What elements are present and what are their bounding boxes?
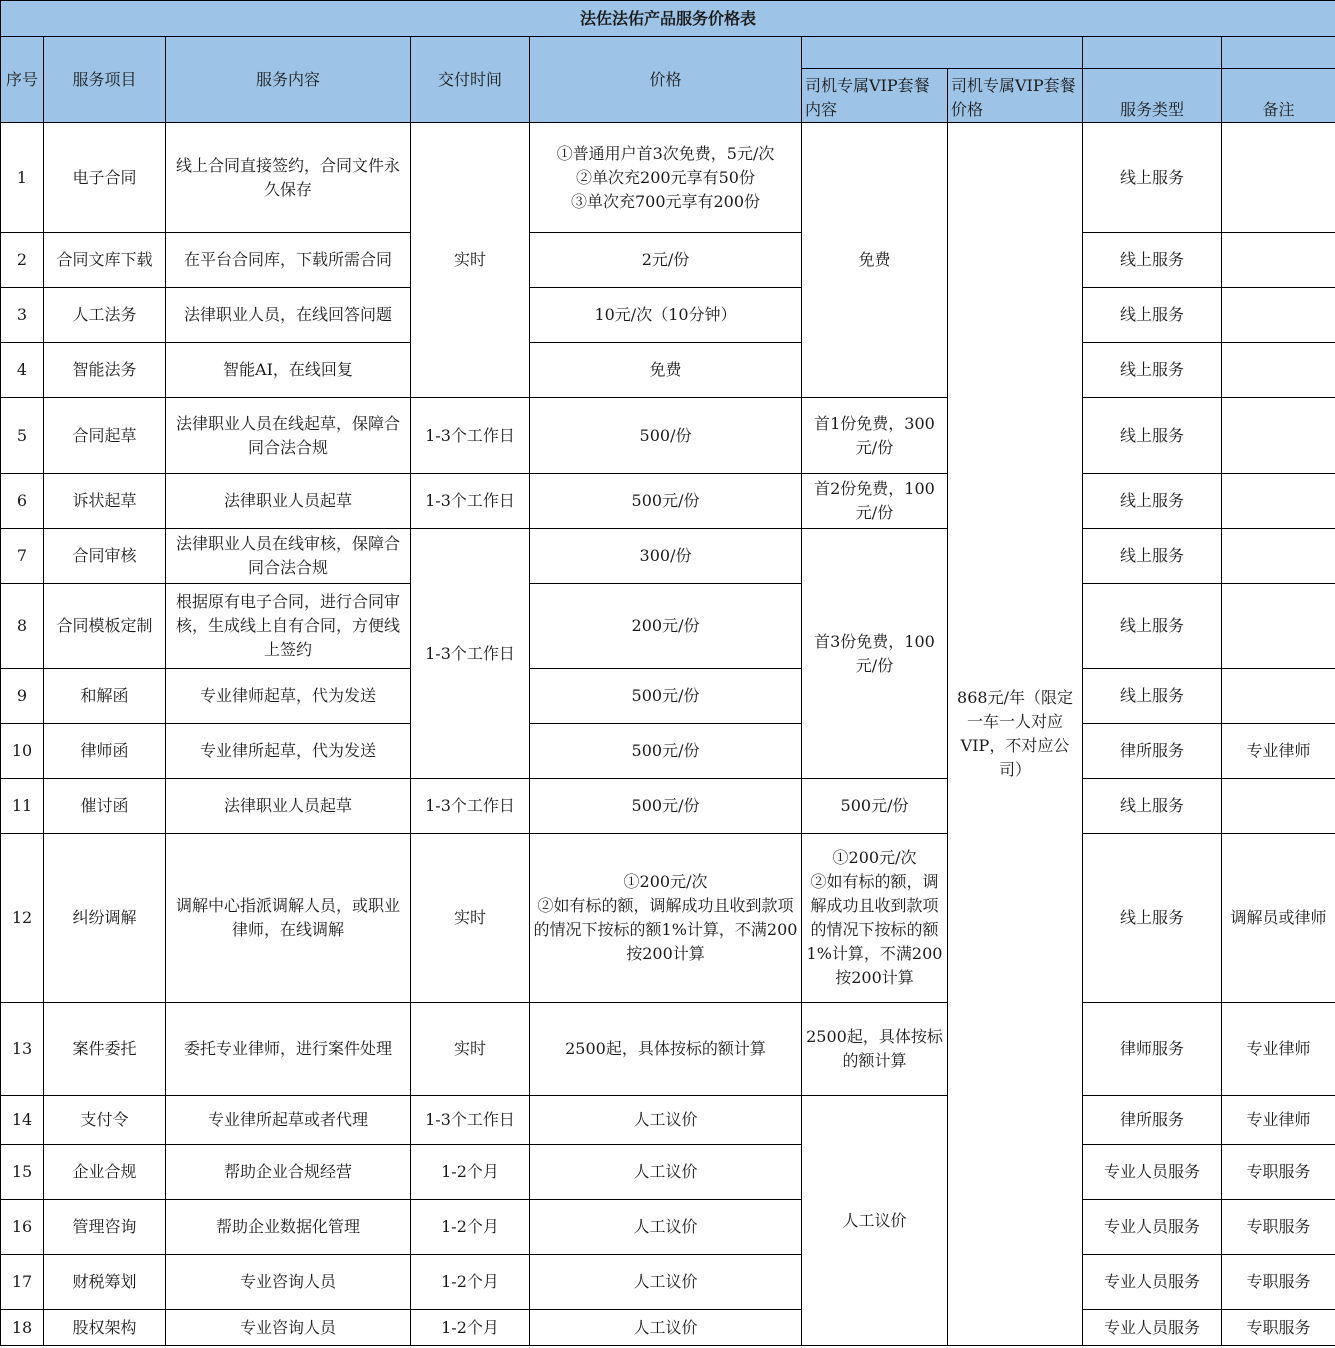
row-note — [1222, 288, 1335, 343]
row-item: 和解函 — [44, 669, 166, 724]
row-type: 线上服务 — [1083, 123, 1222, 233]
table-row — [1, 584, 1335, 669]
row-price: 300/份 — [530, 529, 802, 584]
table-row — [1, 288, 1335, 343]
row-price: 500/份 — [530, 398, 802, 474]
header-content: 服务内容 — [166, 37, 411, 123]
row-price: 2元/份 — [530, 233, 802, 288]
row-note: 调解员或律师 — [1222, 834, 1335, 1003]
row-type: 线上服务 — [1083, 779, 1222, 834]
row-note: 专业律师 — [1222, 1003, 1335, 1096]
row-price: 200元/份 — [530, 584, 802, 669]
row-note — [1222, 529, 1335, 584]
row-item: 合同起草 — [44, 398, 166, 474]
row-price: ①普通用户首3次免费，5元/次 ②单次充200元享有50份 ③单次充700元享有200份 — [530, 123, 802, 233]
row-no: 9 — [1, 669, 44, 724]
row-item: 合同模板定制 — [44, 584, 166, 669]
row-no: 16 — [1, 1200, 44, 1255]
table-row — [1, 474, 1335, 529]
row-type: 线上服务 — [1083, 584, 1222, 669]
row-vip: 人工议价 — [802, 1096, 948, 1346]
table-row — [1, 669, 1335, 724]
row-note — [1222, 584, 1335, 669]
row-delivery: 实时 — [411, 123, 530, 398]
row-no: 8 — [1, 584, 44, 669]
header-vip-group — [802, 37, 1083, 69]
row-delivery: 1-3个工作日 — [411, 398, 530, 474]
header-row — [1, 37, 1335, 69]
row-content: 法律职业人员在线起草，保障合同合法合规 — [166, 398, 411, 474]
row-content: 法律职业人员起草 — [166, 474, 411, 529]
row-note: 专职服务 — [1222, 1145, 1335, 1200]
row-delivery: 1-3个工作日 — [411, 1096, 530, 1145]
header-item: 服务项目 — [44, 37, 166, 123]
title-row — [1, 1, 1335, 37]
row-vip: 免费 — [802, 123, 948, 398]
row-note — [1222, 233, 1335, 288]
row-note: 专职服务 — [1222, 1200, 1335, 1255]
table-row — [1, 1200, 1335, 1255]
row-no: 2 — [1, 233, 44, 288]
row-item: 财税筹划 — [44, 1255, 166, 1310]
row-no: 11 — [1, 779, 44, 834]
row-type: 线上服务 — [1083, 398, 1222, 474]
row-price: 免费 — [530, 343, 802, 398]
row-content: 专业咨询人员 — [166, 1310, 411, 1346]
table-row — [1, 529, 1335, 584]
row-no: 13 — [1, 1003, 44, 1096]
row-item: 诉状起草 — [44, 474, 166, 529]
header-type-top — [1083, 37, 1222, 69]
row-content: 线上合同直接签约，合同文件永久保存 — [166, 123, 411, 233]
row-no: 1 — [1, 123, 44, 233]
row-delivery: 实时 — [411, 834, 530, 1003]
row-vip: 首1份免费，300元/份 — [802, 398, 948, 474]
row-item: 案件委托 — [44, 1003, 166, 1096]
row-content: 专业律所起草或者代理 — [166, 1096, 411, 1145]
table-title: 法佐法佑产品服务价格表 — [1, 1, 1335, 37]
row-content: 根据原有电子合同，进行合同审核，生成线上自有合同，方便线上签约 — [166, 584, 411, 669]
row-item: 合同审核 — [44, 529, 166, 584]
table-row — [1, 779, 1335, 834]
row-content: 专业律师起草，代为发送 — [166, 669, 411, 724]
row-price: 2500起，具体按标的额计算 — [530, 1003, 802, 1096]
row-type: 线上服务 — [1083, 834, 1222, 1003]
row-price: 500元/份 — [530, 724, 802, 779]
row-type: 律所服务 — [1083, 1096, 1222, 1145]
row-content: 智能AI，在线回复 — [166, 343, 411, 398]
row-type: 线上服务 — [1083, 474, 1222, 529]
header-note: 备注 — [1222, 69, 1335, 123]
table-row — [1, 1096, 1335, 1145]
row-type: 线上服务 — [1083, 233, 1222, 288]
row-item: 人工法务 — [44, 288, 166, 343]
row-type: 专业人员服务 — [1083, 1310, 1222, 1346]
row-note — [1222, 343, 1335, 398]
row-price: ①200元/次 ②如有标的额，调解成功且收到款项的情况下按标的额1%计算，不满200按200计算 — [530, 834, 802, 1003]
row-delivery: 1-2个月 — [411, 1200, 530, 1255]
table-row — [1, 343, 1335, 398]
row-no: 12 — [1, 834, 44, 1003]
row-delivery: 1-2个月 — [411, 1310, 530, 1346]
row-type: 线上服务 — [1083, 288, 1222, 343]
row-item: 催讨函 — [44, 779, 166, 834]
header-vip-price: 司机专属VIP套餐价格 — [948, 69, 1083, 123]
row-item: 企业合规 — [44, 1145, 166, 1200]
row-type: 专业人员服务 — [1083, 1200, 1222, 1255]
row-type: 线上服务 — [1083, 669, 1222, 724]
row-price: 10元/次（10分钟） — [530, 288, 802, 343]
table-row — [1, 123, 1335, 233]
table-row — [1, 1145, 1335, 1200]
row-item: 纠纷调解 — [44, 834, 166, 1003]
header-type: 服务类型 — [1083, 69, 1222, 123]
row-no: 17 — [1, 1255, 44, 1310]
row-note — [1222, 669, 1335, 724]
row-item: 管理咨询 — [44, 1200, 166, 1255]
row-content: 法律职业人员起草 — [166, 779, 411, 834]
vip-price-all: 868元/年（限定一车一人对应VIP，不对应公司） — [948, 123, 1083, 1346]
row-content: 专业律所起草，代为发送 — [166, 724, 411, 779]
row-content: 在平台合同库，下载所需合同 — [166, 233, 411, 288]
table-row — [1, 233, 1335, 288]
row-note — [1222, 123, 1335, 233]
table-row — [1, 724, 1335, 779]
row-type: 专业人员服务 — [1083, 1145, 1222, 1200]
row-price: 500元/份 — [530, 779, 802, 834]
row-vip: 500元/份 — [802, 779, 948, 834]
row-content: 调解中心指派调解人员，或职业律师，在线调解 — [166, 834, 411, 1003]
row-type: 律所服务 — [1083, 724, 1222, 779]
row-delivery: 1-2个月 — [411, 1145, 530, 1200]
row-note: 专业律师 — [1222, 724, 1335, 779]
row-type: 线上服务 — [1083, 529, 1222, 584]
table-row — [1, 1255, 1335, 1310]
row-no: 6 — [1, 474, 44, 529]
row-no: 15 — [1, 1145, 44, 1200]
row-vip: 首3份免费，100元/份 — [802, 529, 948, 779]
table-row — [1, 398, 1335, 474]
row-item: 股权架构 — [44, 1310, 166, 1346]
row-vip: ①200元/次 ②如有标的额，调解成功且收到款项的情况下按标的额1%计算，不满200按200计算 — [802, 834, 948, 1003]
header-delivery: 交付时间 — [411, 37, 530, 123]
row-item: 智能法务 — [44, 343, 166, 398]
row-note: 专业律师 — [1222, 1096, 1335, 1145]
row-content: 专业咨询人员 — [166, 1255, 411, 1310]
row-no: 4 — [1, 343, 44, 398]
header-note-top — [1222, 37, 1335, 69]
row-note — [1222, 398, 1335, 474]
row-vip: 2500起，具体按标的额计算 — [802, 1003, 948, 1096]
row-no: 14 — [1, 1096, 44, 1145]
row-no: 7 — [1, 529, 44, 584]
row-delivery: 1-2个月 — [411, 1255, 530, 1310]
row-content: 帮助企业合规经营 — [166, 1145, 411, 1200]
row-content: 委托专业律师，进行案件处理 — [166, 1003, 411, 1096]
row-note — [1222, 474, 1335, 529]
row-no: 18 — [1, 1310, 44, 1346]
header-price: 价格 — [530, 37, 802, 123]
row-delivery: 1-3个工作日 — [411, 529, 530, 779]
row-item: 电子合同 — [44, 123, 166, 233]
table-row — [1, 1310, 1335, 1346]
row-note — [1222, 779, 1335, 834]
row-price: 人工议价 — [530, 1255, 802, 1310]
table-row — [1, 834, 1335, 1003]
row-price: 500元/份 — [530, 669, 802, 724]
table-row — [1, 1003, 1335, 1096]
row-content: 法律职业人员在线审核，保障合同合法合规 — [166, 529, 411, 584]
row-note: 专职服务 — [1222, 1310, 1335, 1346]
row-vip: 首2份免费，100元/份 — [802, 474, 948, 529]
row-item: 支付令 — [44, 1096, 166, 1145]
row-content: 法律职业人员，在线回答问题 — [166, 288, 411, 343]
row-no: 10 — [1, 724, 44, 779]
row-content: 帮助企业数据化管理 — [166, 1200, 411, 1255]
row-price: 人工议价 — [530, 1145, 802, 1200]
row-no: 5 — [1, 398, 44, 474]
row-item: 律师函 — [44, 724, 166, 779]
header-no: 序号 — [1, 37, 44, 123]
row-delivery: 1-3个工作日 — [411, 474, 530, 529]
row-no: 3 — [1, 288, 44, 343]
row-type: 律师服务 — [1083, 1003, 1222, 1096]
row-delivery: 实时 — [411, 1003, 530, 1096]
row-price: 人工议价 — [530, 1310, 802, 1346]
row-type: 线上服务 — [1083, 343, 1222, 398]
row-price: 人工议价 — [530, 1096, 802, 1145]
row-price: 人工议价 — [530, 1200, 802, 1255]
row-delivery: 1-3个工作日 — [411, 779, 530, 834]
header-vip-content: 司机专属VIP套餐内容 — [802, 69, 948, 123]
row-type: 专业人员服务 — [1083, 1255, 1222, 1310]
row-note: 专职服务 — [1222, 1255, 1335, 1310]
row-price: 500元/份 — [530, 474, 802, 529]
row-item: 合同文库下载 — [44, 233, 166, 288]
